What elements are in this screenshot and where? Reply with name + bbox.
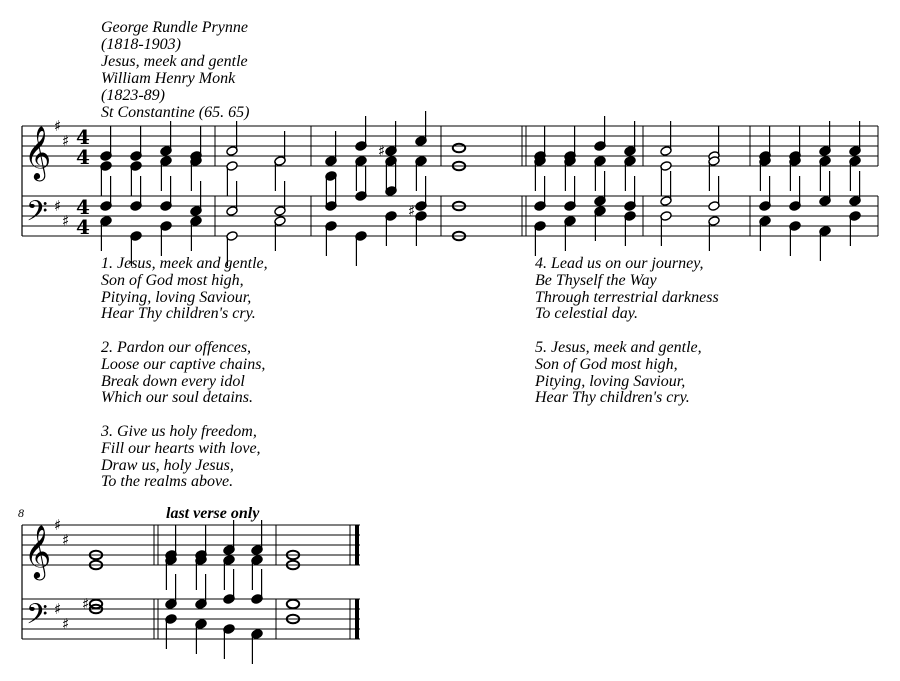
treble-clef-icon: 𝄞 <box>24 125 52 179</box>
verse-line: Be Thyself the Way <box>535 271 657 289</box>
time-signature: 4 <box>76 195 90 219</box>
tune-name: St Constantine (65. 65) <box>101 104 250 121</box>
verse-line: 5. Jesus, meek and gentle, <box>535 339 702 356</box>
sharp-icon: ♯ <box>408 202 416 220</box>
verse-line: Draw us, holy Jesus, <box>101 456 234 474</box>
sharp-icon: ♯ <box>62 615 70 633</box>
whole-note <box>453 144 465 153</box>
bass-clef-icon: 𝄢 <box>26 598 48 638</box>
verse-line: 4. Lead us on our journey, <box>535 255 704 272</box>
verse-line: Son of God most high, <box>535 355 678 373</box>
verse-3 <box>101 424 261 491</box>
time-signature: 4 <box>76 215 90 239</box>
verse-line: Break down every idol <box>101 372 245 390</box>
verse-line: To the realms above. <box>101 473 234 491</box>
last-verse-label: last verse only <box>166 505 260 522</box>
verse-line: 1. Jesus, meek and gentle, <box>101 255 268 272</box>
time-signature: 4 <box>76 125 90 149</box>
whole-note <box>287 600 299 609</box>
verse-1 <box>101 256 268 323</box>
author-name: George Rundle Prynne <box>101 19 248 36</box>
verse-line: Which our soul detains. <box>101 389 253 407</box>
verse-line: Pitying, loving Saviour, <box>101 288 252 306</box>
verse-line: Son of God most high, <box>101 271 244 289</box>
hymn-title: Jesus, meek and gentle <box>101 53 248 70</box>
verse-line: Hear Thy children's cry. <box>535 389 690 407</box>
verse-line: Pitying, loving Saviour, <box>535 372 686 390</box>
verse-line: Loose our captive chains, <box>101 355 266 373</box>
sharp-icon: ♯ <box>54 117 62 135</box>
sharp-icon: ♯ <box>62 212 70 230</box>
author-dates: (1818-1903) <box>101 36 181 53</box>
sharp-icon: ♯ <box>54 516 62 534</box>
bass-clef-icon: 𝄢 <box>26 195 48 235</box>
final-barline <box>355 599 359 639</box>
verse-4 <box>535 256 719 323</box>
verse-line: Hear Thy children's cry. <box>101 305 256 323</box>
verse-line: To celestial day. <box>535 305 638 323</box>
time-signature: 4 <box>76 145 90 169</box>
hymn-header <box>101 19 249 121</box>
verse-line: 3. Give us holy freedom, <box>101 423 257 440</box>
sharp-icon: ♯ <box>54 197 62 215</box>
sharp-icon: ♯ <box>54 600 62 618</box>
sharp-icon: ♯ <box>62 132 70 150</box>
sharp-icon: ♯ <box>378 142 386 160</box>
sharp-icon: ♯ <box>62 531 70 549</box>
treble-clef-icon: 𝄞 <box>24 524 52 578</box>
composer-name: William Henry Monk <box>101 70 236 87</box>
verse-line: Fill our hearts with love, <box>101 439 261 457</box>
sharp-icon: ♯ <box>82 595 90 613</box>
verse-2 <box>101 340 265 407</box>
final-barline <box>355 525 359 565</box>
verse-5 <box>535 340 702 407</box>
composer-dates: (1823-89) <box>101 87 165 104</box>
verse-line: 2. Pardon our offences, <box>101 339 252 356</box>
measure-number: 8 <box>18 506 24 520</box>
verse-line: Through terrestrial darkness <box>535 288 719 306</box>
